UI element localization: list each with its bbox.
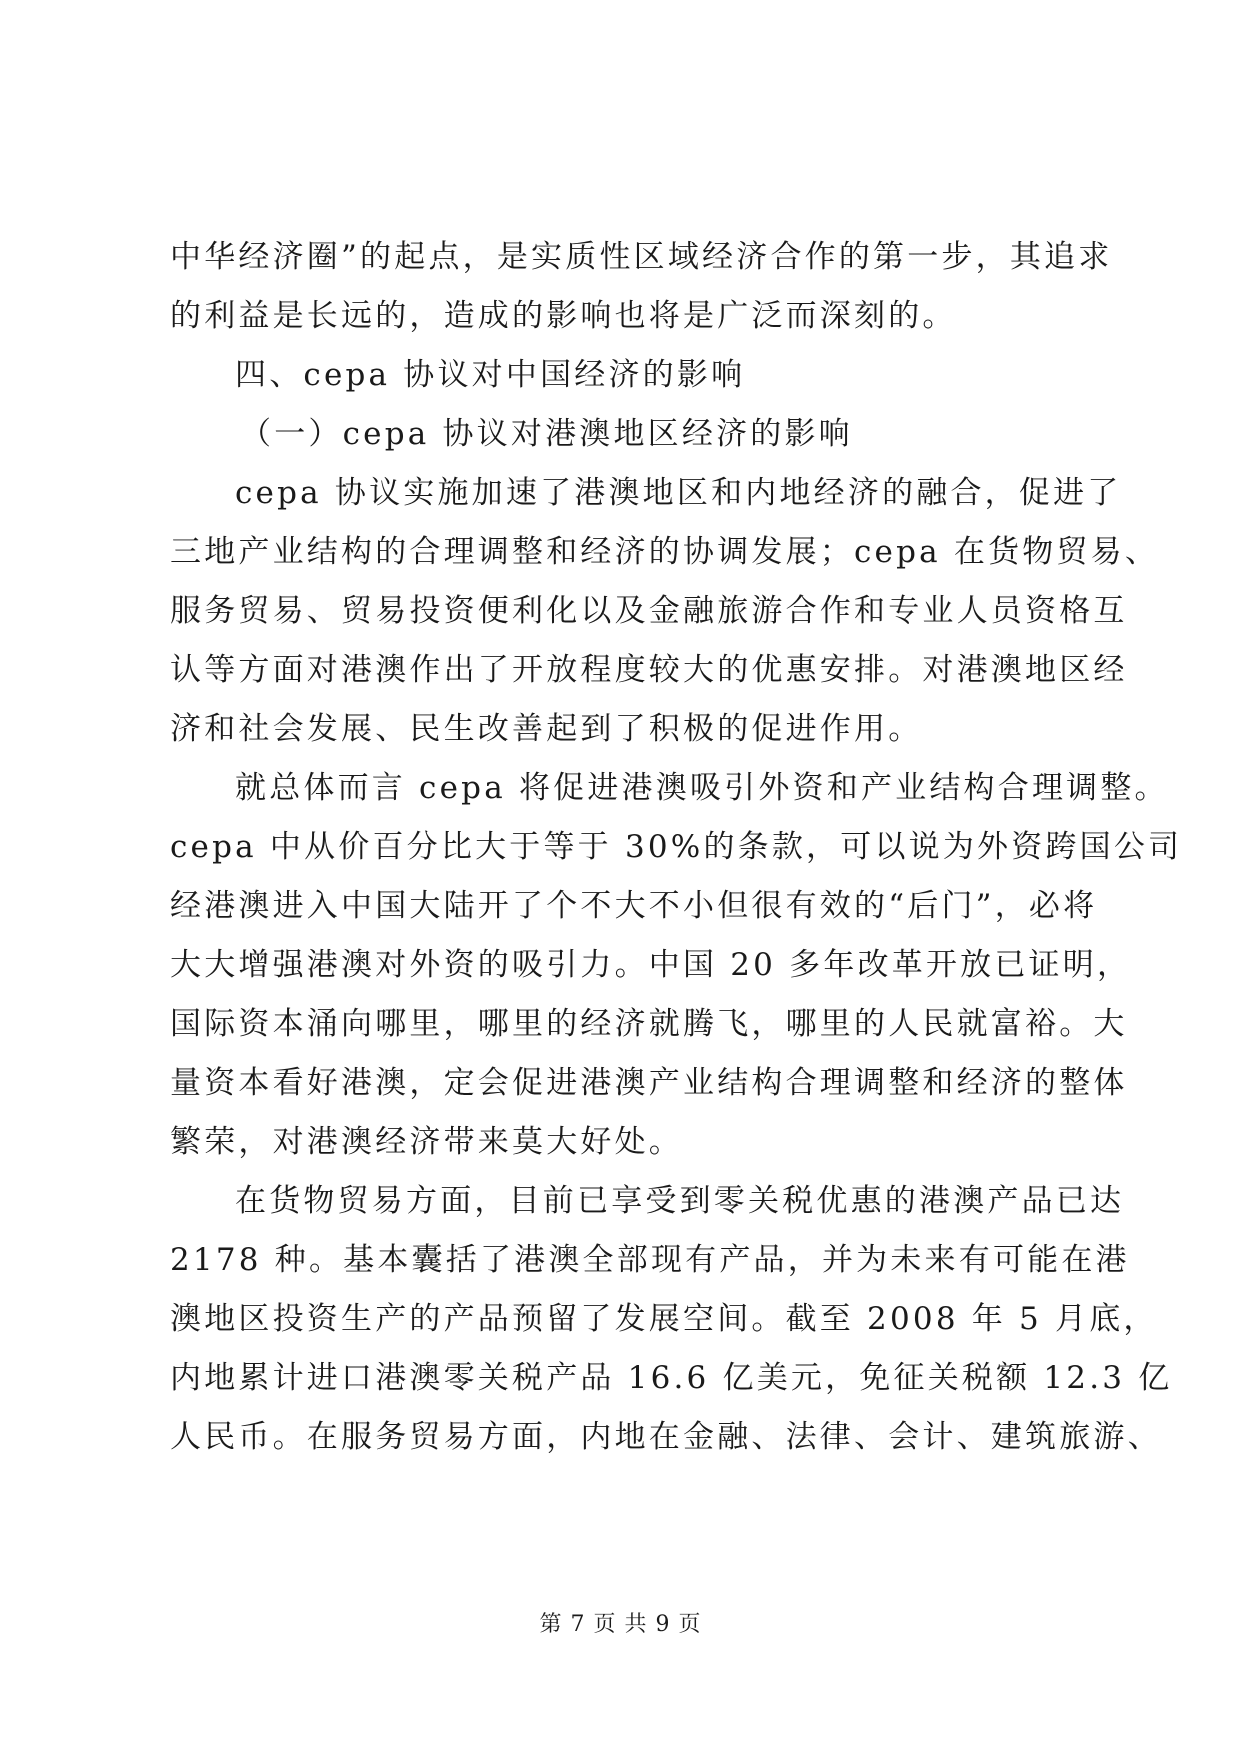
body-text-line: 中华经济圈”的起点，是实质性区域经济合作的第一步，其追求: [170, 239, 1113, 275]
body-text-line: 内地累计进口港澳零关税产品 16.6 亿美元，免征关税额 12.3 亿: [170, 1360, 1173, 1396]
body-text-line: 国际资本涌向哪里，哪里的经济就腾飞，哪里的人民就富裕。大: [170, 1006, 1128, 1042]
body-text-line: 量资本看好港澳，定会促进港澳产业结构合理调整和经济的整体: [170, 1065, 1128, 1101]
body-text-line: 的利益是长远的，造成的影响也将是广泛而深刻的。: [170, 298, 957, 334]
body-text-line: 三地产业结构的合理调整和经济的协调发展；cepa 在货物贸易、: [170, 534, 1160, 570]
body-text-line: 繁荣，对港澳经济带来莫大好处。: [170, 1124, 683, 1160]
body-text-line: 服务贸易、贸易投资便利化以及金融旅游合作和专业人员资格互: [170, 593, 1128, 629]
body-text-line: 在货物贸易方面，目前已享受到零关税优惠的港澳产品已达: [235, 1183, 1125, 1219]
body-text-line: cepa 中从价百分比大于等于 30%的条款，可以说为外资跨国公司: [170, 829, 1183, 865]
body-text-line: 济和社会发展、民生改善起到了积极的促进作用。: [170, 711, 923, 747]
page-footer: 第 7 页 共 9 页: [539, 1612, 702, 1637]
subsection-heading: （一）cepa 协议对港澳地区经济的影响: [240, 416, 853, 452]
body-text-line: cepa 协议实施加速了港澳地区和内地经济的融合，促进了: [235, 475, 1122, 511]
body-text-line: 经港澳进入中国大陆开了个不大不小但很有效的“后门”，必将: [170, 888, 1098, 924]
body-text-line: 2178 种。基本囊括了港澳全部现有产品，并为未来有可能在港: [170, 1242, 1130, 1278]
body-text-line: 就总体而言 cepa 将促进港澳吸引外资和产业结构合理调整。: [235, 770, 1169, 806]
body-text-line: 大大增强港澳对外资的吸引力。中国 20 多年改革开放已证明，: [170, 947, 1132, 983]
body-text-line: 澳地区投资生产的产品预留了发展空间。截至 2008 年 5 月底，: [170, 1301, 1158, 1337]
body-text-line: 人民币。在服务贸易方面，内地在金融、法律、会计、建筑旅游、: [170, 1419, 1162, 1455]
section-heading: 四、cepa 协议对中国经济的影响: [235, 357, 746, 393]
body-text-line: 认等方面对港澳作出了开放程度较大的优惠安排。对港澳地区经: [170, 652, 1128, 688]
